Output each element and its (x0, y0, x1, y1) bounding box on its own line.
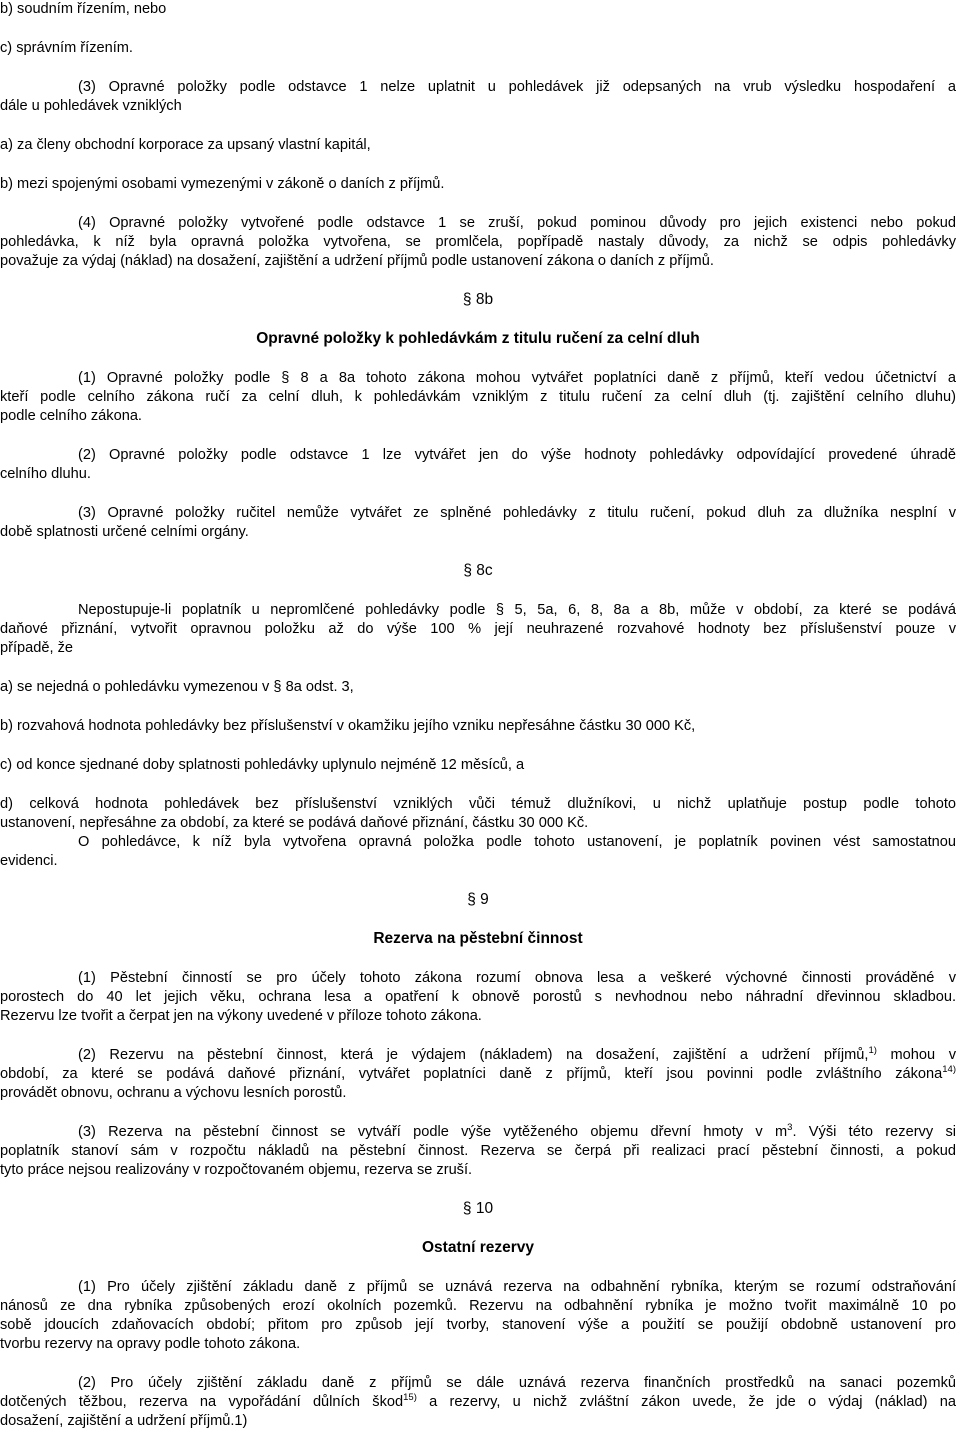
text-run: období, za které se podává daňové přiznání, vytvářet poplatníci daně z příjmů, kteří jsou povinni podle zvláštního zákona (0, 1066, 943, 1082)
text-line: pohledávka, k níž byla opravná položka vytvořena, se promlčela, popřípadě nastaly důvody, za nichž se odpis pohledávky (0, 234, 956, 250)
text-line: považuje za výdaj (náklad) na dosažení, zajištění a udržení příjmů podle ustanovení zákona o daních z příjmů. (0, 253, 714, 269)
superscript-unit: 3 (787, 1122, 793, 1133)
text-line: a) se nejedná o pohledávku vymezenou v § 8a odst. 3, (0, 679, 354, 695)
section-title: Rezerva na pěstební činnost (373, 930, 583, 947)
text-line: dále u pohledávek vzniklých (0, 98, 182, 114)
text-line: době splatnosti určené celními orgány. (0, 524, 249, 540)
text-line: celního dluhu. (0, 466, 91, 482)
text-line: (2) Pro účely zjištění základu daně z příjmů se dále uznává rezerva finančních prostředků na sanaci pozemků (78, 1375, 956, 1391)
text-line: Nepostupuje-li poplatník u nepromlčené pohledávky podle § 5, 5a, 6, 8, 8a a 8b, může v období, za které se podává (78, 602, 956, 618)
text-line: tvorbu rezervy na opravy podle tohoto zákona. (0, 1336, 301, 1352)
section-heading: § 8b (462, 291, 494, 308)
text-line: tyto práce nejsou realizovány v rozpočtovaném objemu, rezerva se zruší. (0, 1162, 473, 1178)
text-line (0, 1046, 956, 1064)
text-line: případě, že (0, 640, 74, 656)
text-line: (1) Pěstební činností se pro účely tohoto zákona rozumí obnova lesa a veškeré výchovné činnosti prováděné v (78, 970, 956, 986)
section-heading: § 10 (462, 1200, 494, 1217)
section-heading: § 9 (467, 891, 489, 908)
text-line: (4) Opravné položky vytvořené podle odstavce 1 se zruší, pokud pominou důvody pro jejich existenci nebo pokud (78, 215, 956, 231)
section-title: Ostatní rezervy (422, 1239, 534, 1256)
text-line (0, 1393, 956, 1411)
text-line: sobě jdoucích zdaňovacích období; přitom pro způsob její tvorby, stanovení výše a použití se použijí obdobně ustanovení pro (0, 1317, 956, 1333)
text-run: (2) Rezervu na pěstební činnost, která je výdajem (nákladem) na dosažení, zajištění a udržení příjmů, (78, 1047, 869, 1063)
text-run: mohou v (876, 1047, 957, 1063)
footnote-ref: 15) (403, 1392, 417, 1403)
text-line (0, 1123, 956, 1141)
section-heading: § 8c (463, 562, 493, 579)
text-run: . Výši této rezervy si (792, 1124, 956, 1140)
text-line: (2) Opravné položky podle odstavce 1 lze vytvářet jen do výše hodnoty pohledávky odpovídající provedené úhradě (78, 447, 956, 463)
text-line: dosažení, zajištění a udržení příjmů.1) (0, 1413, 248, 1429)
text-line: (3) Opravné položky ručitel nemůže vytvářet ze splněné pohledávky z titulu ručení, pokud dluh za dlužníka nesplní v (78, 505, 956, 521)
text-line: b) mezi spojenými osobami vymezenými v zákoně o daních z příjmů. (0, 176, 445, 192)
text-run: a rezervy, u nichž zvláštní zákon uvede, že jde o výdaj (náklad) na (416, 1394, 956, 1410)
text-line: c) správním řízením. (0, 40, 133, 56)
text-line: b) soudním řízením, nebo (0, 1, 167, 17)
text-line: c) od konce sjednané doby splatnosti pohledávky uplynulo nejméně 12 měsíců, a (0, 757, 525, 773)
text-line: podle celního zákona. (0, 408, 142, 424)
text-line: daňové přiznání, vytvořit opravnou položku až do výše 100 % její neuhrazené rozvahové hodnoty bez příslušenství pouze v (0, 621, 956, 637)
text-line: d) celková hodnota pohledávek bez příslušenství vzniklých vůči témuž dlužníkovi, u nichž uplatňuje postup podle tohoto (0, 796, 956, 812)
text-line: a) za členy obchodní korporace za upsaný vlastní kapitál, (0, 137, 371, 153)
text-line: nánosů ze dna rybníka způsobených erozí okolních pozemků. Rezervu na odbahnění rybníka je možno tvořit maximálně 10 po (0, 1298, 956, 1314)
text-line: (1) Opravné položky podle § 8 a 8a tohoto zákona mohou vytvářet poplatníci daně z příjmů, kteří vedou účetnictví a (78, 370, 956, 386)
footnote-ref: 1) (868, 1045, 877, 1056)
text-line: (3) Opravné položky podle odstavce 1 nelze uplatnit u pohledávek již odepsaných na vrub výsledku hospodaření a (78, 79, 956, 95)
text-line: O pohledávce, k níž byla vytvořena opravná položka podle tohoto ustanovení, je poplatník povinen vést samostatnou (78, 834, 956, 850)
text-line: provádět obnovu, ochranu a výchovu lesních porostů. (0, 1085, 347, 1101)
text-line: porostech do 40 let jejich věku, ochrana lesa a opatření k obnově porostů s nevhodnou nebo náhradní dřevinnou skladbou. (0, 989, 956, 1005)
text-run: (3) Rezerva na pěstební činnost se vytváří podle výše vytěženého objemu dřevní hmoty v m (78, 1124, 788, 1140)
text-line: poplatník stanoví sám v rozpočtu nákladů na pěstební činnost. Rezerva se čerpá při realizaci prací pěstební činnosti, a pokud (0, 1143, 956, 1159)
text-line: (1) Pro účely zjištění základu daně z příjmů se uznává rezerva na odbahnění rybníka, kterým se rozumí odstraňování (78, 1279, 956, 1295)
section-title: Opravné položky k pohledávkám z titulu ručení za celní dluh (256, 330, 700, 347)
text-line: evidenci. (0, 853, 58, 869)
text-line: ustanovení, nepřesáhne za období, za které se podává daňové přiznání, částku 30 000 Kč. (0, 815, 589, 831)
text-line (0, 1065, 956, 1083)
text-run: dotčených těžbou, rezerva na vypořádání důlních škod (0, 1394, 404, 1410)
text-line: Rezervu lze tvořit a čerpat jen na výkony uvedené v příloze tohoto zákona. (0, 1008, 482, 1024)
text-line: b) rozvahová hodnota pohledávky bez příslušenství v okamžiku jejího vzniku nepřesáhne částku 30 000 Kč, (0, 718, 696, 734)
footnote-ref: 14) (942, 1064, 956, 1075)
text-line: kteří podle celního zákona ručí za celní dluh, k pohledávkám vzniklým z titulu ručení za celní dluh (tj. zajištění celního dluhu) (0, 389, 956, 405)
